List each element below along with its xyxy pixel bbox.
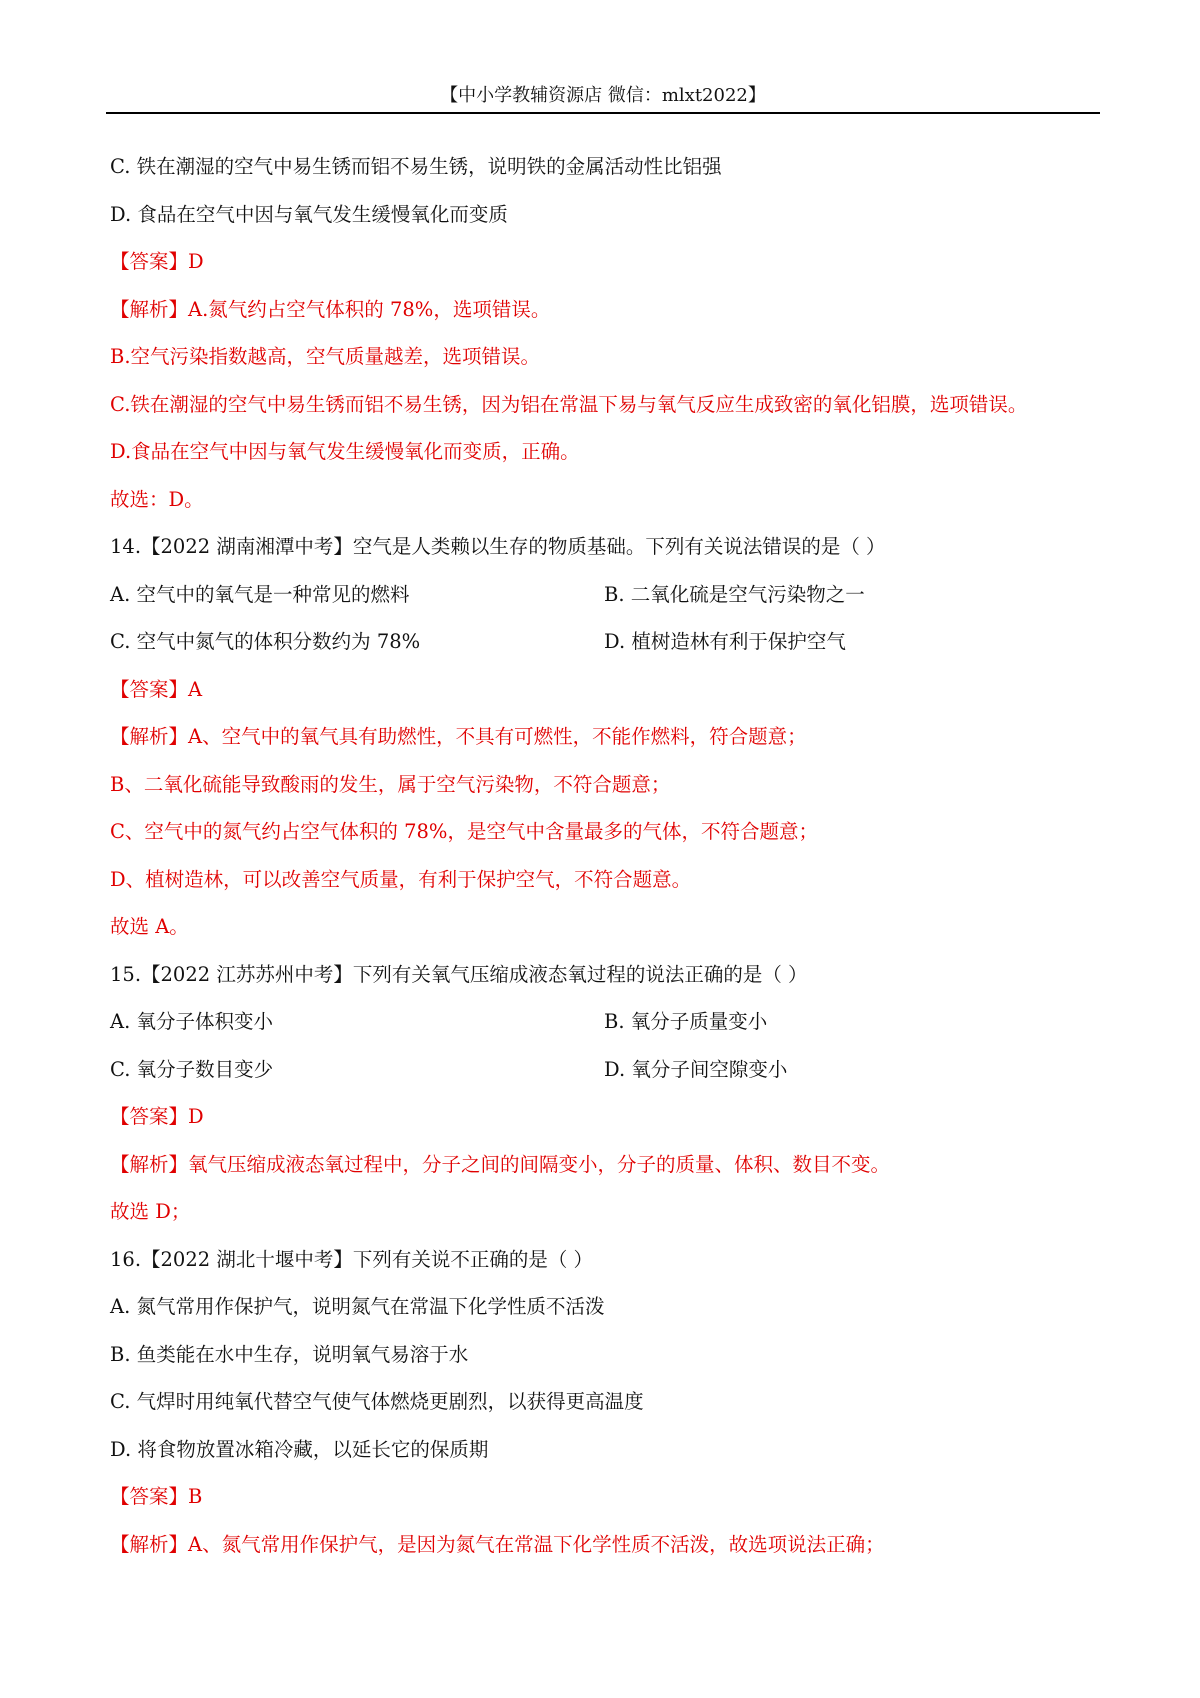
analysis-tag: 【解析】 — [110, 297, 189, 321]
q16-analysis-line — [110, 1528, 1100, 1576]
q14-options-ab — [110, 578, 1100, 626]
q13-answer — [110, 245, 1100, 293]
q14-answer — [110, 673, 1100, 721]
q14-analysis-line — [110, 720, 1100, 768]
q16-option-b: B. 鱼类能在水中生存，说明氧气易溶于水 — [110, 1342, 469, 1366]
q13-analysis-line: D.食品在空气中因与氧气发生缓慢氧化而变质，正确。 — [110, 440, 580, 463]
q15-option-c: C. 氧分子数目变少 — [110, 1057, 274, 1081]
q14-option-a: A. 空气中的氧气是一种常见的燃料 — [110, 582, 410, 606]
answer-tag: 【答案】 — [110, 1485, 189, 1508]
analysis-text: A、氮气常用作保护气，是因为氮气在常温下化学性质不活泼，故选项说法正确； — [188, 1532, 885, 1556]
q13-analysis-line: C.铁在潮湿的空气中易生锈而铝不易生锈，因为铝在常温下易与氧气反应生成致密的氧化铝膜，选项错误。 — [110, 392, 1028, 416]
page-header: 【中小学教辅资源店 微信：mlxt2022】 — [106, 84, 1100, 114]
q15-analysis-line — [110, 1148, 1100, 1196]
analysis-text: A、空气中的氧气具有助燃性，不具有可燃性，不能作燃料，符合题意； — [188, 725, 807, 748]
answer-value: D — [188, 250, 204, 273]
answer-tag: 【答案】 — [110, 677, 189, 701]
q15-option-b: B. 氧分子质量变小 — [604, 1010, 768, 1033]
q14-options-cd — [110, 625, 1100, 673]
answer-tag: 【答案】 — [110, 250, 189, 273]
q13-conclusion: 故选：D。 — [110, 487, 204, 511]
q15-answer — [110, 1100, 1100, 1148]
analysis-text: 氧气压缩成液态氧过程中，分子之间的间隔变小，分子的质量、体积、数目不变。 — [188, 1152, 891, 1176]
q14-option-b: B. 二氧化硫是空气污染物之一 — [604, 582, 865, 606]
q16-option-c: C. 气焊时用纯氧代替空气使气体燃烧更剧烈，以获得更高温度 — [110, 1390, 644, 1413]
q14-option-c: C. 空气中氮气的体积分数约为 78% — [110, 630, 421, 653]
answer-value: B — [188, 1485, 203, 1508]
q14-analysis-line: B、二氧化硫能导致酸雨的发生，属于空气污染物，不符合题意； — [110, 772, 671, 796]
answer-value: D — [188, 1105, 204, 1128]
analysis-tag: 【解析】 — [110, 1532, 189, 1556]
q15-stem: 15.【2022 江苏苏州中考】下列有关氧气压缩成液态氧过程的说法正确的是（ ） — [110, 962, 808, 986]
analysis-text: A.氮气约占空气体积的 78%，选项错误。 — [188, 297, 551, 321]
q16-option-d: D. 将食物放置冰箱冷藏，以延长它的保质期 — [110, 1437, 489, 1461]
q16-answer — [110, 1480, 1100, 1528]
analysis-tag: 【解析】 — [110, 1152, 189, 1176]
q14-analysis-line: C、空气中的氮气约占空气体积的 78%，是空气中含量最多的气体，不符合题意； — [110, 820, 818, 843]
q15-option-a: A. 氧分子体积变小 — [110, 1010, 273, 1033]
q15-conclusion: 故选 D； — [110, 1200, 191, 1223]
q15-option-d: D. 氧分子间空隙变小 — [604, 1057, 788, 1081]
q13-analysis-line — [110, 293, 1100, 341]
q13-analysis-line: B.空气污染指数越高，空气质量越差，选项错误。 — [110, 345, 541, 368]
q13-option-c: C. 铁在潮湿的空气中易生锈而铝不易生锈，说明铁的金属活动性比铝强 — [110, 155, 722, 178]
analysis-tag: 【解析】 — [110, 725, 189, 748]
answer-tag: 【答案】 — [110, 1105, 189, 1128]
answer-value: A — [188, 677, 203, 701]
q16-stem: 16.【2022 湖北十堰中考】下列有关说不正确的是（ ） — [110, 1247, 594, 1271]
q16-option-a: A. 氮气常用作保护气，说明氮气在常温下化学性质不活泼 — [110, 1295, 605, 1318]
q15-options-cd — [110, 1053, 1100, 1101]
page-content — [110, 150, 1100, 1575]
q15-options-ab — [110, 1005, 1100, 1053]
q14-stem: 14.【2022 湖南湘潭中考】空气是人类赖以生存的物质基础。下列有关说法错误的是（ ） — [110, 535, 886, 558]
q14-option-d: D. 植树造林有利于保护空气 — [604, 630, 846, 653]
q13-option-d: D. 食品在空气中因与氧气发生缓慢氧化而变质 — [110, 202, 508, 226]
q14-analysis-line: D、植树造林，可以改善空气质量，有利于保护空气，不符合题意。 — [110, 867, 692, 891]
q14-conclusion: 故选 A。 — [110, 915, 189, 938]
